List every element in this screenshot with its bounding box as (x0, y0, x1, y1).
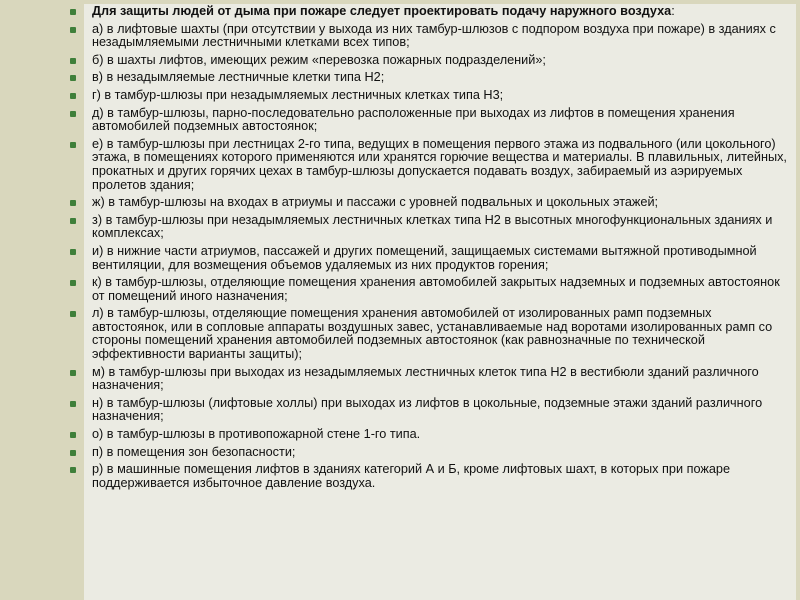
bullet-icon (70, 432, 76, 438)
list-item (60, 245, 790, 272)
list-item (60, 428, 790, 442)
list-item (60, 214, 790, 241)
list-item-text: к) в тамбур-шлюзы, отделяющие помещения хранения автомобилей закрытых надземных и подземных автостоянок от помещений иного назначения; (92, 275, 780, 303)
bullet-icon (70, 450, 76, 456)
bullet-icon (70, 401, 76, 407)
list-item-text: д) в тамбур-шлюзы, парно-последовательно расположенные при выходах из лифтов в помещения хранения автомобилей подземных автостоянок; (92, 105, 735, 134)
regulation-list (60, 5, 790, 494)
list-item-text: а) в лифтовые шахты (при отсутствии у выхода из них тамбур-шлюзов с подпором воздуха при пожаре) в зданиях с незадымляемыми лестничными клетками всех типов; (92, 21, 776, 50)
heading-text: Для защиты людей от дыма при пожаре следует проектировать подачу наружного воздуха (92, 4, 672, 18)
list-item-text: и) в нижние части атриумов, пассажей и других помещений, защищаемых системами вытяжной противодымной вентиляции, для возмещения объемов удаляемых из них продуктов горения; (92, 243, 757, 272)
bullet-icon (70, 280, 76, 286)
list-item (60, 397, 790, 424)
bullet-icon (70, 370, 76, 376)
list-item (60, 107, 790, 134)
bullet-icon (70, 311, 76, 317)
list-item-text: з) в тамбур-шлюзы при незадымляемых лестничных клетках типа Н2 в высотных многофункциональных зданиях и комплексах; (92, 212, 773, 241)
list-item (60, 307, 790, 361)
bullet-icon (70, 200, 76, 206)
list-item-text: ж) в тамбур-шлюзы на входах в атриумы и пассажи с уровней подвальных и цокольных этажей; (92, 195, 659, 210)
bullet-icon (70, 218, 76, 224)
bullet-icon (70, 142, 76, 148)
bullet-icon (70, 467, 76, 473)
list-item (60, 366, 790, 393)
bullet-icon (70, 249, 76, 255)
list-item (60, 276, 790, 303)
list-item (60, 446, 790, 460)
bullet-icon (70, 75, 76, 81)
list-item-text: н) в тамбур-шлюзы (лифтовые холлы) при выходах из лифтов в цокольные, подземные этажи зданий различного назначения; (92, 395, 763, 424)
heading-suffix: : (671, 4, 675, 18)
list-item (60, 89, 790, 103)
list-item (60, 23, 790, 50)
list-item-heading (60, 5, 790, 19)
list-item-text: в) в незадымляемые лестничные клетки типа Н2; (92, 70, 385, 85)
list-item-text: м) в тамбур-шлюзы при выходах из незадымляемых лестничных клеток типа Н2 в вестибюли зданий различного назначения; (92, 364, 759, 393)
list-item (60, 71, 790, 85)
list-item-text: е) в тамбур-шлюзы при лестницах 2-го типа, ведущих в помещения первого этажа из подвального (или цокольного) этажа, в помещениях которого применяются или хранятся горючие вещества и материалы. В плавильных, литейных, прокатных и других горячих цехах в тамбур-шлюзы допускается подавать воздух, забираемый из аэрируемых пролетов здания; (92, 136, 787, 192)
list-item (60, 138, 790, 192)
bullet-icon (70, 9, 76, 15)
list-item-text: г) в тамбур-шлюзы при незадымляемых лестничных клетках типа Н3; (92, 87, 504, 102)
bullet-icon (70, 111, 76, 117)
list-item (60, 54, 790, 68)
bullet-icon (70, 27, 76, 33)
list-item-text: р) в машинные помещения лифтов в зданиях категорий А и Б, кроме лифтовых шахт, в которых при пожаре поддерживается избыточное давление воздуха. (92, 462, 731, 490)
list-item-text: л) в тамбур-шлюзы, отделяющие помещения хранения автомобилей от изолированных рамп подземных автостоянок, или в сопловые аппараты воздушных завес, устанавливаемые над воротами изолированных рамп со стороны помещений хранения автомобилей подземных автостоянок (как равнозначные по технической эффективности варианты защиты); (92, 306, 773, 362)
list-item (60, 196, 790, 210)
list-item-text: п) в помещения зон безопасности; (92, 444, 296, 459)
list-item (60, 463, 790, 490)
list-item-text: о) в тамбур-шлюзы в противопожарной стене 1-го типа. (92, 427, 421, 442)
list-item-text: б) в шахты лифтов, имеющих режим «перевозка пожарных подразделений»; (92, 52, 546, 67)
bullet-icon (70, 58, 76, 64)
bullet-icon (70, 93, 76, 99)
